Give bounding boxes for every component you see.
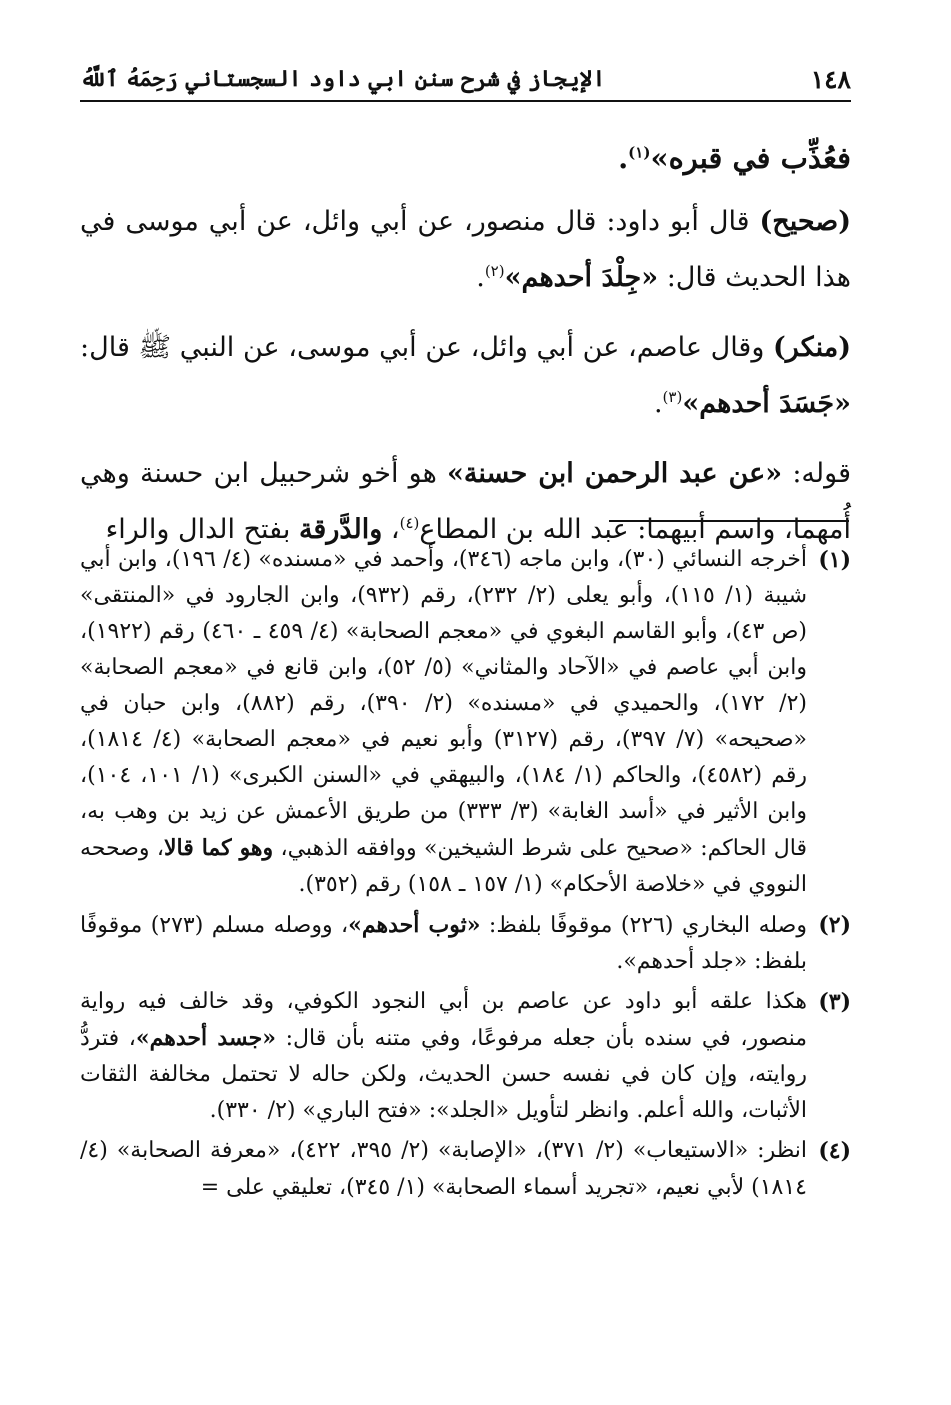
grade-sahih: (صحيح) [759,206,851,237]
paragraph-2 [80,194,851,306]
footnote-ref-4: (٤) [399,514,420,532]
p1-end: . [618,141,629,175]
paragraph-1 [80,130,851,186]
main-text [80,130,851,572]
fn3-text: هكذا علقه أبو داود عن عاصم بن أبي النجود الكوفي، وقد خالف فيه رواية منصور، في سنده بأن جعله مرفوعًا، وفي متنه بأن قال: [80,989,808,1051]
p4-pre: قوله: [782,458,851,489]
p4-bold-term: والدَّرقة [298,514,383,545]
footnote-4 [80,1133,851,1206]
p2-quote: «جِلْدَ أحدهم» [504,262,659,293]
footnote-ref-3: (٣) [662,388,683,406]
footnote-divider [609,520,849,522]
footnote-2 [80,907,851,980]
p3-end: . [653,388,663,419]
p4-sep: ، [382,514,400,545]
footnote-number: (٢) [818,912,851,938]
footnote-number: (٣) [818,989,851,1015]
p2-text: قال أبو داود: قال منصور، عن أبي وائل، عن أبي موسى في هذا الحديث قال: [80,206,851,293]
fn2-text: وصله البخاري (٢٢٦) موقوفًا بلفظ: [480,913,807,938]
p3-quote: «جَسَدَ أحدهم» [682,388,851,419]
p2-end: . [476,262,485,293]
running-title: الإيجاز في شرح سنن ابي داود السجستاني رَحِمَهُ ٱللَّهُ [80,66,606,92]
footnote-3 [80,984,851,1129]
footnote-1 [80,542,851,903]
fn3-bold: «جسد أحدهم» [135,1025,276,1051]
footnote-text [80,1133,807,1206]
footnote-number: (١) [818,547,851,573]
footnotes [80,542,851,1210]
fn4-text: انظر: «الاستيعاب» (٢/ ٣٧١)، «الإصابة» (٢/ ٣٩٥، ٤٢٢)، «معرفة الصحابة» (٤/ ١٨١٤) لأبي نعيم، «تجريد أسماء الصحابة» (١/ ٣٤٥)، تعليقي على = [80,1138,808,1200]
fn3-tail: ، فتردُّ روايته، وإن كان في نفسه حسن الحديث، ولكن حاله لا تحتمل مخالفة الثقات الأثبات، والله أعلم. وانظر لتأويل «الجلد»: «فتح الباري» (٢/ ٣٣٠). [80,1026,807,1123]
p4-quote: «عن عبد الرحمن ابن حسنة» [446,458,783,489]
p4-end: بفتح الدال والراء [105,514,299,545]
fn1-tail: ، وصححه النووي في «خلاصة الأحكام» (١/ ١٥٧ ـ ١٥٨) رقم (٣٥٢). [80,836,807,897]
fn2-tail: ، ووصله مسلم (٢٧٣) موقوفًا بلفظ: «جلد أحدهم». [80,913,807,974]
page-number: ١٤٨ [810,64,851,94]
fn1-text: أخرجه النسائي (٣٠)، وابن ماجه (٣٤٦)، وأحمد في «مسنده» (٤/ ١٩٦)، وابن أبي شيبة (١/ ١١٥)، وأبو يعلى (٢/ ٢٣٢)، رقم (٩٣٢)، وابن الجارود في «المنتقى» (ص ٤٣)، وأبو القاسم البغوي في «معجم الصحابة» (٤/ ٤٥٩ ـ ٤٦٠) رقم (١٩٢٢)، وابن أبي عاصم في «الآحاد والمثاني» (٥/ ٥٢)، وابن قانع في «معجم الصحابة» (٢/ ١٧٢)، والحميدي في «مسنده» (٢/ ٣٩٠)، رقم (٨٨٢)، وابن حبان في «صحيحه» (٧/ ٣٩٧)، رقم (٣١٢٧) وأبو نعيم في «معجم الصحابة» (٤/ ١٨١٤)، رقم (٤٥٨٢)، والحاكم (١/ ١٨٤)، والبيهقي في «السنن الكبرى» (١/ ١٠١، ١٠٤)، وابن الأثير في «أسد الغابة» (٣/ ٣٣٣) من طريق الأعمش عن زيد بن وهب به، قال الحاكم: «صحيح على شرط الشيخين» ووافقه الذهبي، [80,547,808,861]
p1-text: فعُذِّب في قبره» [650,141,851,175]
fn1-bold: وهو كما قالا [163,835,274,861]
footnote-number: (٤) [818,1138,851,1164]
p4-mid: هو أخو شرحبيل ابن حسنة وهي أُمهما، واسم أبيهما: عبد الله بن المطاع [80,458,851,545]
footnote-text [80,984,807,1129]
page-header [80,58,851,102]
paragraph-3 [80,320,851,432]
p3-text: وقال عاصم، عن أبي وائل، عن أبي موسى، عن النبي ﷺ قال: [80,332,774,363]
footnote-ref-2: (٢) [484,262,505,280]
fn2-bold: «ثوب أحدهم» [348,912,481,938]
footnote-ref-1: (١) [628,143,651,162]
footnote-text [80,542,807,903]
footnote-text [80,907,807,980]
grade-munkar: (منكر) [773,332,851,363]
